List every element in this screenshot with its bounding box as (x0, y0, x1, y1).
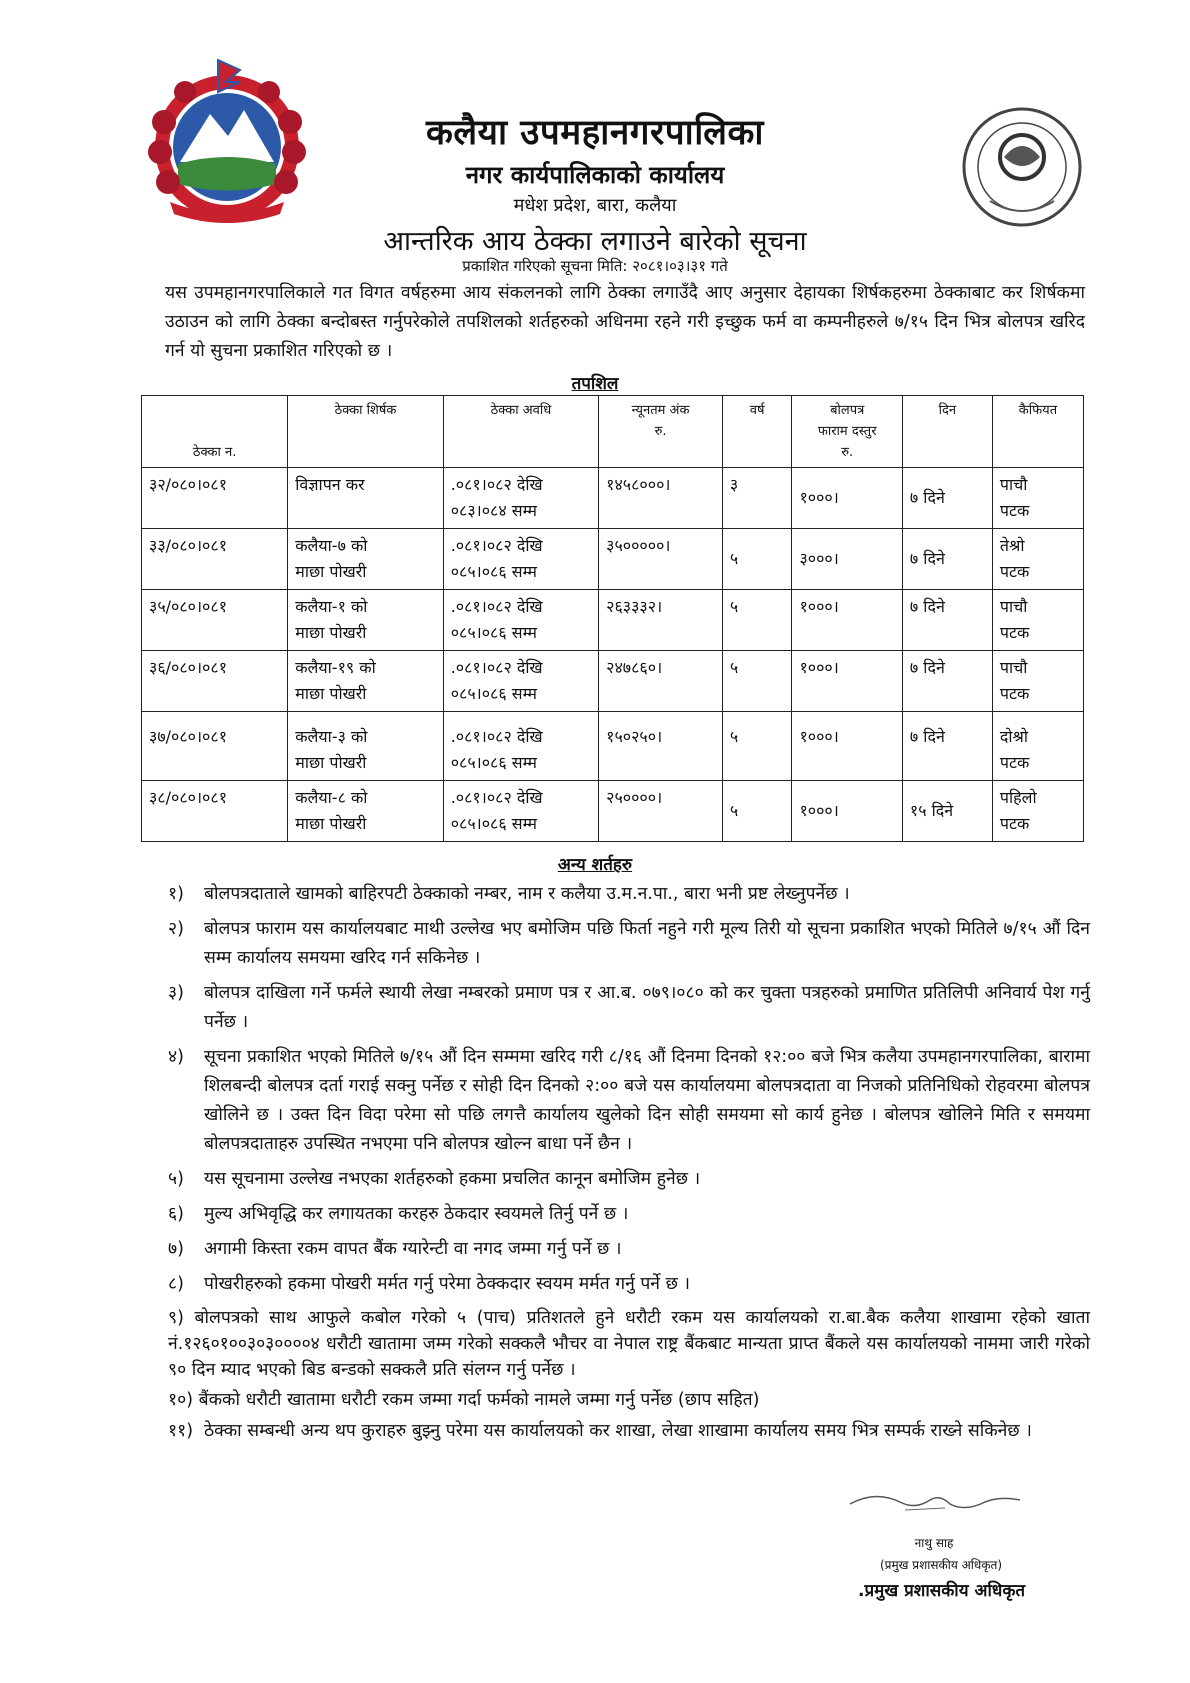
cell-fee: १०००। (792, 468, 902, 529)
signatory-title: (प्रमुख प्रशासकीय अधिकृत) (879, 1558, 1003, 1572)
cell-remarks-line2: पटक (999, 814, 1030, 833)
cell-title (288, 712, 443, 781)
cell-remarks (992, 712, 1083, 781)
cell-remarks (992, 468, 1083, 529)
item-text: बैंकको धरौटी खातामा धरौटी रकम जम्मा गर्दा फर्मको नामले जम्मा गर्नु पर्नेछ (छाप सहित) (198, 1390, 760, 1410)
cell-days: ७ दिने (902, 712, 992, 781)
signature-icon (845, 1480, 1025, 1520)
cell-days: ७ दिने (902, 590, 992, 651)
cell-fee: १०००। (792, 712, 902, 781)
cell-title-line2: माछा पोखरी (295, 684, 367, 703)
cell-remarks (992, 529, 1083, 590)
col-header-fee-line1: बोलपत्र (830, 403, 865, 418)
cell-fee: ३०००। (792, 529, 902, 590)
list-item (168, 1235, 1090, 1264)
list-item (168, 1043, 1090, 1159)
cell-remarks-line2: पटक (999, 501, 1030, 520)
cell-period-to: ०८५।०८६ सम्म (450, 684, 537, 703)
item-text: बोलपत्र फाराम यस कार्यालयबाट माथी उल्लेख भए बमोजिम पछि फिर्ता नहुने गरी मूल्य तिरी यो सूचना प्रकाशित भएको मितिले ७/१५ औं दिन सम्म कार्यालय समयमा खरिद गर्न सकिनेछ । (204, 919, 1090, 968)
list-item (168, 1417, 1090, 1446)
cell-remarks-line2: पटक (999, 562, 1030, 581)
cell-min: १५०२५०। (599, 712, 723, 781)
table-row (142, 468, 1084, 529)
cell-min: २५००००। (599, 781, 723, 842)
cell-year: ५ (722, 712, 792, 781)
cell-remarks-line1: पाचौ (999, 597, 1028, 616)
col-header-fee-line3: रु. (841, 445, 854, 460)
cell-year: ५ (722, 590, 792, 651)
cell-no: ३५/०८०।०८१ (142, 590, 288, 651)
cell-min: १४५८०००। (599, 468, 723, 529)
cell-title (288, 651, 443, 712)
cell-remarks (992, 781, 1083, 842)
cell-period-from: .०८१।०८२ देखि (450, 658, 543, 677)
notice-title: आन्तरिक आय ठेक्का लगाउने बारेको सूचना (383, 226, 807, 257)
table-row (142, 712, 1084, 781)
cell-period-to: ०८५।०८६ सम्म (450, 753, 537, 772)
col-header-no: ठेक्का न. (142, 396, 288, 468)
list-item (168, 880, 1090, 909)
cell-title-line2: माछा पोखरी (295, 562, 367, 581)
cell-no: ३८/०८०।०८१ (142, 781, 288, 842)
cell-remarks-line2: पटक (999, 623, 1030, 642)
cell-period (443, 590, 598, 651)
cell-remarks-line1: पहिलो (999, 788, 1037, 807)
cell-days: ७ दिने (902, 468, 992, 529)
col-header-fee-line2: फाराम दस्तुर (817, 424, 877, 439)
cell-period (443, 529, 598, 590)
cell-title (288, 590, 443, 651)
cell-fee: १०००। (792, 651, 902, 712)
cell-days: ७ दिने (902, 529, 992, 590)
cell-fee: १०००। (792, 781, 902, 842)
col-header-title: ठेक्का शिर्षक (288, 396, 443, 468)
cell-period-to: ०८५।०८६ सम्म (450, 623, 537, 642)
cell-remarks (992, 590, 1083, 651)
cell-min: २४७८६०। (599, 651, 723, 712)
cell-remarks-line1: पाचौ (999, 658, 1028, 677)
cell-period (443, 651, 598, 712)
cell-title-line1: कलैया-१ को (295, 597, 368, 616)
item-text: यस सूचनामा उल्लेख नभएका शर्तहरुको हकमा प्रचलित कानून बमोजिम हुनेछ । (204, 1169, 701, 1189)
list-item (168, 915, 1090, 973)
cell-year: ५ (722, 529, 792, 590)
item-number: १) (168, 884, 184, 904)
cell-period (443, 468, 598, 529)
cell-days: ७ दिने (902, 651, 992, 712)
cell-remarks-line2: पटक (999, 753, 1030, 772)
item-number: ९) (168, 1308, 184, 1328)
item-text: बोलपत्रदाताले खामको बाहिरपटी ठेक्काको नम्बर, नाम र कलैया उ.म.न.पा., बारा भनी प्रष्ट लेख्नुपर्नेछ । (204, 884, 850, 904)
list-item (168, 1305, 1090, 1383)
cell-title-line1: विज्ञापन कर (295, 475, 365, 494)
cell-title (288, 529, 443, 590)
cell-period-from: .०८१।०८२ देखि (450, 536, 543, 555)
cell-title-line2: माछा पोखरी (295, 814, 367, 833)
cell-remarks-line1: दोश्रो (999, 727, 1029, 746)
cell-year: ५ (722, 781, 792, 842)
cell-title-line2: माछा पोखरी (295, 623, 367, 642)
cell-min: ३५०००००। (599, 529, 723, 590)
cell-no: ३२/०८०।०८१ (142, 468, 288, 529)
published-date: प्रकाशित गरिएको सूचना मिति: २०८१।०३।३१ गते (462, 257, 728, 275)
col-header-min-line2: रु. (654, 424, 667, 439)
col-header-period: ठेक्का अवधि (443, 396, 598, 468)
cell-title-line1: कलैया-७ को (295, 536, 368, 555)
col-header-remarks: कैफियत (992, 396, 1083, 468)
cell-title-line1: कलैया-३ को (295, 727, 368, 746)
item-text: पोखरीहरुको हकमा पोखरी मर्मत गर्नु परेमा ठेक्कदार स्वयम मर्मत गर्नु पर्ने छ । (204, 1274, 691, 1294)
cell-period-from: .०८१।०८२ देखि (450, 475, 543, 494)
office-address: मधेश प्रदेश, बारा, कलैया (513, 195, 677, 216)
cell-period-to: ०८५।०८६ सम्म (450, 814, 537, 833)
col-header-fee (792, 396, 902, 468)
table-header-row (142, 396, 1084, 468)
signatory-name: नाथु साह (914, 1536, 954, 1550)
cell-period-from: .०८१।०८२ देखि (450, 788, 543, 807)
cell-period-to: ०८३।०८४ सम्म (450, 501, 537, 520)
cell-period-from: .०८१।०८२ देखि (450, 727, 543, 746)
table-row (142, 529, 1084, 590)
item-number: २) (168, 919, 184, 939)
table-heading: तपशिल (571, 374, 619, 394)
table-row (142, 590, 1084, 651)
item-text: बोलपत्र दाखिला गर्ने फर्मले स्थायी लेखा नम्बरको प्रमाण पत्र र आ.ब. ०७९।०८० को कर चुक्ता पत्रहरुको प्रमाणित प्रतिलिपी अनिवार्य पेश गर्नु पर्नेछ । (204, 983, 1090, 1032)
list-item (168, 979, 1090, 1037)
table-row (142, 781, 1084, 842)
conditions-list (168, 880, 1090, 1452)
item-text: बोलपत्रको साथ आफुले कबोल गरेको ५ (पाच) प्रतिशतले हुने धरौटी रकम यस कार्यालयको रा.बा.बैक कलैया शाखामा रहेको खाता नं.१२६०१००३०३००००४ धरौटी खातामा जम्म गरेको सक्कलै भौचर वा नेपाल राष्ट्र बैंकबाट मान्यता प्राप्त बैंकले यस कार्यालयको नाममा जारी गरेको ९० दिन म्याद भएको बिड बन्डको सक्कलै प्रति संलग्न गर्नु पर्नेछ । (168, 1308, 1090, 1380)
cell-period-to: ०८५।०८६ सम्म (450, 562, 537, 581)
conditions-heading: अन्य शर्तहरु (557, 855, 633, 875)
item-number: ११) (168, 1421, 194, 1441)
col-header-min-line1: न्यूनतम अंक (631, 403, 690, 418)
municipality-name: कलैया उपमहानगरपालिका (426, 113, 764, 153)
cell-remarks-line2: पटक (999, 684, 1030, 703)
cell-no: ३७/०८०।०८१ (142, 712, 288, 781)
cell-remarks-line1: तेश्रो (999, 536, 1025, 555)
office-name: नगर कार्यपालिकाको कार्यालय (465, 161, 725, 189)
list-item (168, 1387, 1090, 1413)
cell-title (288, 781, 443, 842)
item-number: ४) (168, 1047, 184, 1067)
cell-period (443, 712, 598, 781)
cell-title-line1: कलैया-८ को (295, 788, 368, 807)
list-item (168, 1270, 1090, 1299)
cell-period-from: .०८१।०८२ देखि (450, 597, 543, 616)
cell-year: ५ (722, 651, 792, 712)
signatory-stamp: .प्रमुख प्रशासकीय अधिकृत (858, 1581, 1026, 1601)
cell-year: ३ (722, 468, 792, 529)
cell-min: २६३३३२। (599, 590, 723, 651)
cell-no: ३३/०८०।०८१ (142, 529, 288, 590)
cell-remarks-line1: पाचौ (999, 475, 1028, 494)
item-number: ७) (168, 1239, 184, 1259)
col-header-min (599, 396, 723, 468)
cell-title (288, 468, 443, 529)
list-item (168, 1165, 1090, 1194)
col-header-year: वर्ष (722, 396, 792, 468)
cell-days: १५ दिने (902, 781, 992, 842)
cell-title-line2: माछा पोखरी (295, 753, 367, 772)
item-number: ३) (168, 983, 184, 1003)
item-text: अगामी किस्ता रकम वापत बैंक ग्यारेन्टी वा नगद जम्मा गर्नु पर्ने छ । (204, 1239, 622, 1259)
item-number: ६) (168, 1204, 184, 1224)
item-text: मुल्य अभिवृद्धि कर लगायतका करहरु ठेकदार स्वयमले तिर्नु पर्ने छ । (204, 1204, 629, 1224)
col-header-days: दिन (902, 396, 992, 468)
intro-paragraph: यस उपमहानगरपालिकाले गत विगत वर्षहरुमा आय संकलनको लागि ठेक्का लगाउँदै आए अनुसार देहायका शिर्षकहरुमा ठेक्काबाट कर शिर्षकमा उठाउन को लागि ठेक्का बन्दोबस्त गर्नुपरेकोले तपशिलको शर्तहरुको अधिनमा रहने गरी इच्छुक फर्म वा कम्पनीहरुले ७/१५ दिन भित्र बोलपत्र खरिद गर्न यो सुचना प्रकाशित गरिएको छ । (165, 283, 1085, 361)
item-text: ठेक्का सम्बन्धी अन्य थप कुराहरु बुझ्नु परेमा यस कार्यालयको कर शाखा, लेखा शाखामा कार्यालय समय भित्र सम्पर्क राख्ने सकिनेछ । (204, 1421, 1032, 1441)
item-text: सूचना प्रकाशित भएको मितिले ७/१५ औं दिन सम्ममा खरिद गरी ८/१६ औं दिनमा दिनको १२:०० बजे भित्र कलैया उपमहानगरपालिका, बारामा शिलबन्दी बोलपत्र दर्ता गराई सक्नु पर्नेछ र सोही दिन दिनको २:०० बजे यस कार्यालयमा बोलपत्रदाता वा निजको प्रतिनिधिको रोहवरमा बोलपत्र खोलिने छ । उक्त दिन विदा परेमा सो पछि लगत्तै कार्यालय खुलेको दिन सोही समयमा सो कार्य हुनेछ । बोलपत्र खोलिने मिति र समयमा बोलपत्रदाताहरु उपस्थित नभएमा पनि बोलपत्र खोल्न बाधा पर्ने छैन । (204, 1047, 1090, 1154)
item-number: ५) (168, 1169, 184, 1189)
cell-period (443, 781, 598, 842)
cell-fee: १०००। (792, 590, 902, 651)
list-item (168, 1200, 1090, 1229)
item-number: ८) (168, 1274, 184, 1294)
cell-title-line1: कलैया-१९ को (295, 658, 376, 677)
item-number: १०) (168, 1390, 194, 1410)
cell-no: ३६/०८०।०८१ (142, 651, 288, 712)
table-row (142, 651, 1084, 712)
cell-remarks (992, 651, 1083, 712)
tender-table (141, 395, 1084, 842)
